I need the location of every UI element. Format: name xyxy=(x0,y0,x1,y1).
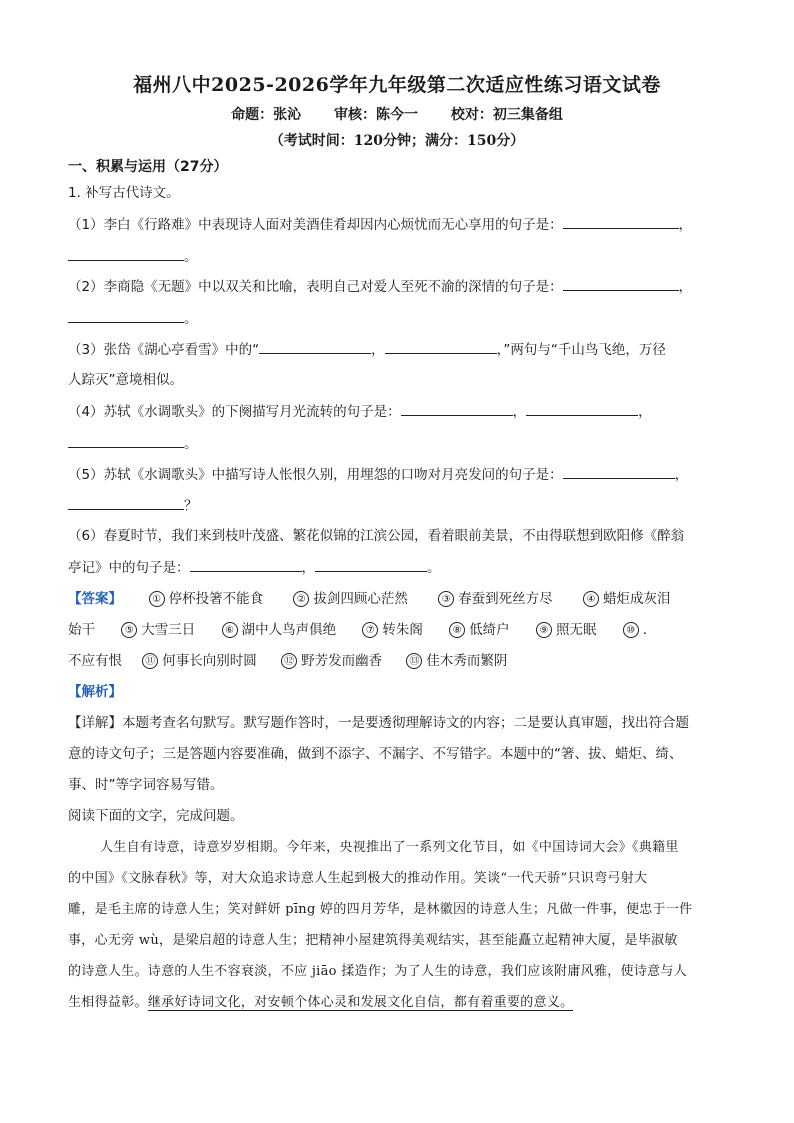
question-1-3-cont: 人踪灭”意境相似。 xyxy=(68,372,183,388)
detail-label: 【详解】 xyxy=(68,715,122,731)
answer-line-1 xyxy=(68,589,730,609)
question-1-6: （6）春夏时节，我们来到枝叶茂盛、繁花似锦的江滨公园，看着眼前美景，不由得联想到欧阳修《醉翁 xyxy=(68,528,685,544)
question-stem: 1. 补写古代诗文。 xyxy=(68,185,180,201)
answer-item: ⑨ 照无眠 xyxy=(536,620,597,640)
question-1-2-cont: 。 xyxy=(68,308,730,329)
answer-blank[interactable] xyxy=(526,401,638,416)
answer-blank[interactable] xyxy=(563,276,679,291)
question-1-3: （3）张岱《湖心亭看雪》中的“ ， ，”两句与“千山鸟飞绝，万径 xyxy=(68,339,730,360)
question-1-4: （4）苏轼《水调歌头》的下阕描写月光流转的句子是： ， ， xyxy=(68,401,730,422)
answer-item: ⑥ 湖中人鸟声俱绝 xyxy=(222,620,337,640)
question-1-5-cont: ？ xyxy=(68,495,730,516)
reviewer: 审核：陈今一 xyxy=(334,107,418,123)
answer-blank[interactable] xyxy=(68,246,184,261)
answer-blank[interactable] xyxy=(190,557,302,572)
answer-item: ⑧ 低绮户 xyxy=(449,620,510,640)
answer-line-2 xyxy=(68,620,730,640)
answer-item: ⑩ . xyxy=(623,620,647,640)
answer-blank[interactable] xyxy=(385,339,497,354)
answer-blank[interactable] xyxy=(315,557,427,572)
question-1-5: （5）苏轼《水调歌头》中描写诗人怅恨久别，用埋怨的口吻对月亮发问的句子是： ， xyxy=(68,464,730,485)
question-1-1: （1）李白《行路难》中表现诗人面对美酒佳肴却因内心烦忧而无心享用的句子是： ， xyxy=(68,214,730,235)
answer-item: 始干 xyxy=(68,622,95,638)
answer-item: ① 停杯投箸不能食 xyxy=(149,589,264,609)
exam-credits xyxy=(0,104,794,124)
exam-info: （考试时间：120分钟；满分：150分） xyxy=(269,133,525,149)
answer-blank[interactable] xyxy=(68,308,184,323)
answer-item: ⑬ 佳木秀而繁阴 xyxy=(406,651,507,671)
passage-line-2: 的中国》《文脉春秋》等，对大众追求诗意人生起到极大的推动作用。笑谈“一代天骄”只识弯弓射大 xyxy=(68,871,648,886)
detail-line-3: 事、时”等字词容易写错。 xyxy=(68,777,224,793)
detail-line-2: 意的诗文句子；三是答题内容要准确，做到不添字、不漏字、不写错字。本题中的“箸、拔、蜡炬、绮、 xyxy=(68,746,683,762)
detail-line-1: 【详解】本题考查名句默写。默写题作答时，一是要透彻理解诗文的内容；二是要认真审题，找出符合题 xyxy=(68,715,689,731)
answer-blank[interactable] xyxy=(563,464,675,479)
exam-title: 福州八中2025-2026学年九年级第二次适应性练习语文试卷 xyxy=(133,74,661,96)
answer-item: ⑤ 大雪三日 xyxy=(121,620,195,640)
answer-blank[interactable] xyxy=(401,401,513,416)
answer-item: ④ 蜡炬成灰泪 xyxy=(583,589,671,609)
analysis-label: 【解析】 xyxy=(68,684,122,700)
answer-blank[interactable] xyxy=(68,495,184,510)
section-heading: 一、积累与运用（27分） xyxy=(68,159,228,175)
answer-blank[interactable] xyxy=(563,214,679,229)
reading-prompt: 阅读下面的文字，完成问题。 xyxy=(68,808,244,824)
question-1-2: （2）李商隐《无题》中以双关和比喻，表明自己对爱人至死不渝的深情的句子是： ， xyxy=(68,276,730,297)
passage-line-1: 人生自有诗意，诗意岁岁相期。今年来，央视推出了一系列文化节目，如《中国诗词大会》《典籍里 xyxy=(100,840,679,855)
passage-line-3: 雕，是毛主席的诗意人生；笑对鲜妍 pīng 婷的四月芳华，是林徽因的诗意人生；凡做一件事，便忠于一件 xyxy=(68,902,693,917)
answer-item: ③ 春蚕到死丝方尽 xyxy=(438,589,553,609)
answer-line-3 xyxy=(68,651,730,671)
answer-item: 不应有恨 xyxy=(68,653,122,669)
passage-line-6: 生相得益彰。继承好诗词文化，对安顿个体心灵和发展文化自信，都有着重要的意义。 xyxy=(68,995,574,1010)
proposer: 命题：张沁 xyxy=(231,107,302,123)
answer-item: ⑫ 野芳发而幽香 xyxy=(281,651,382,671)
checker: 校对：初三集备组 xyxy=(450,107,563,123)
question-1-4-cont: 。 xyxy=(68,433,730,454)
passage-line-5: 的诗意人生。诗意的人生不容衰淡，不应 jiāo 揉造作；为了人生的诗意，我们应该附庸风雅，使诗意与人 xyxy=(68,964,688,979)
answer-item: ⑪ 何事长向别时圆 xyxy=(142,651,257,671)
answer-item: ② 拔剑四顾心茫然 xyxy=(293,589,408,609)
question-1-6-cont: 亭记》中的句子是： ， 。 xyxy=(68,557,730,578)
answer-label: 【答案】 xyxy=(68,591,122,607)
underlined-sentence: 继承好诗词文化，对安顿个体心灵和发展文化自信，都有着重要的意义。 xyxy=(147,995,574,1010)
question-1-1-cont: 。 xyxy=(68,246,730,267)
answer-blank[interactable] xyxy=(259,339,371,354)
passage-line-4: 事，心无旁 wù，是梁启超的诗意人生；把精神小屋建筑得美观结实，甚至能矗立起精神大厦，是毕淑敏 xyxy=(68,933,678,948)
answer-blank[interactable] xyxy=(68,433,184,448)
answer-item: ⑦ 转朱阁 xyxy=(362,620,423,640)
